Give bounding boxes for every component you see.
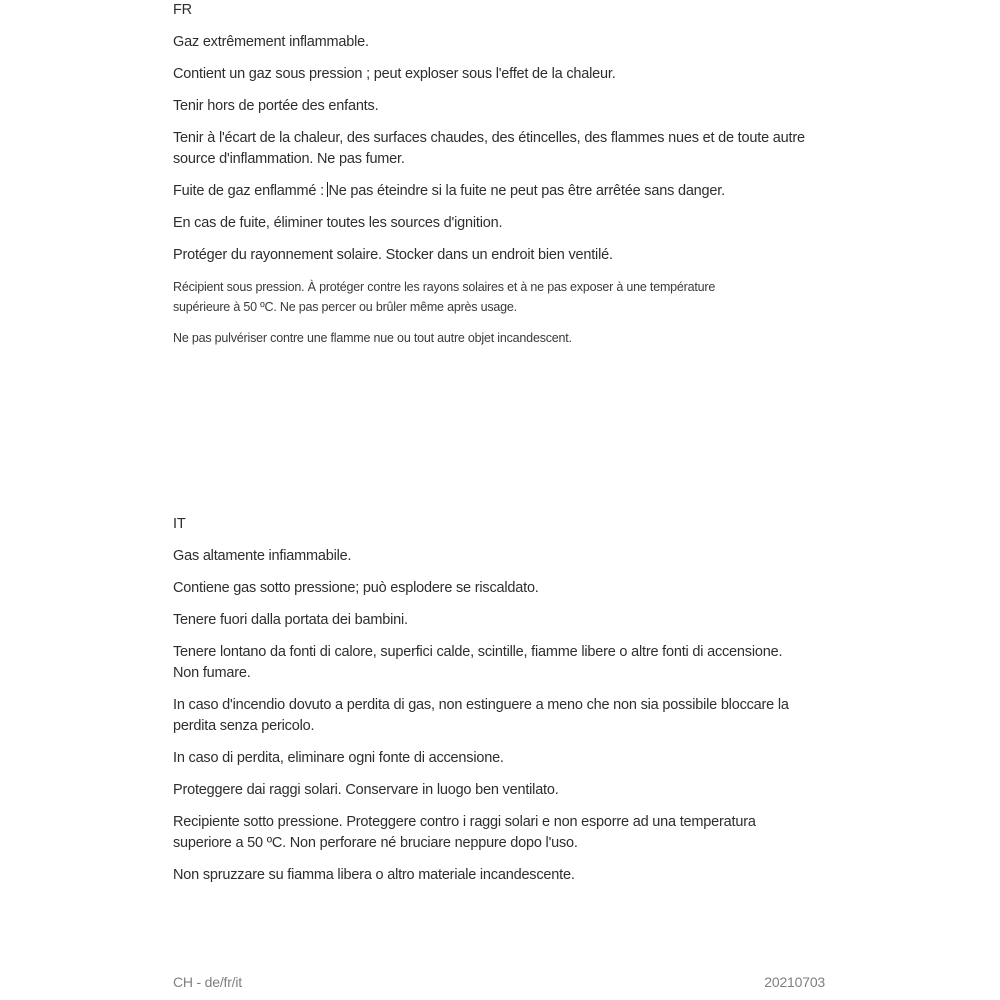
paragraph-line: Récipient sous pression. À protéger contre les rayons solaires et à ne pas exposer à une température: [173, 280, 716, 294]
text-after-cursor: Ne pas éteindre si la fuite ne peut pas être arrêtée sans danger.: [328, 183, 725, 199]
paragraph: [173, 578, 853, 599]
section-it: [173, 514, 853, 897]
paragraph: [173, 546, 853, 567]
paragraph-line: Gaz extrêmement inflammable.: [173, 34, 369, 50]
paragraph-line: Recipiente sotto pressione. Proteggere contro i raggi solari e non esporre ad una temperatura: [173, 814, 756, 830]
paragraph-line: Contiene gas sotto pressione; può esplodere se riscaldato.: [173, 580, 539, 596]
paragraph: [173, 695, 853, 737]
paragraph: [173, 32, 853, 53]
paragraph: [173, 181, 853, 202]
paragraph: [173, 213, 853, 234]
paragraph-line: In caso di perdita, eliminare ogni fonte di accensione.: [173, 750, 504, 766]
paragraph-line: supérieure à 50 ºC. Ne pas percer ou brûler même après usage.: [173, 300, 517, 314]
paragraph-line: En cas de fuite, éliminer toutes les sources d'ignition.: [173, 215, 503, 231]
footer-locale: CH - de/fr/it: [173, 974, 242, 990]
paragraph-line: perdita senza pericolo.: [173, 718, 315, 734]
paragraph-line: [173, 181, 853, 202]
paragraph-line: Tenir à l'écart de la chaleur, des surfaces chaudes, des étincelles, des flammes nues et de toute autre: [173, 130, 805, 146]
language-label-it: IT: [173, 516, 186, 532]
paragraph-line: Ne pas pulvériser contre une flamme nue ou tout autre objet incandescent.: [173, 331, 572, 345]
paragraph-line: Contient un gaz sous pression ; peut exploser sous l'effet de la chaleur.: [173, 66, 616, 82]
language-label-fr: FR: [173, 2, 192, 18]
paragraph: [173, 328, 853, 348]
paragraph: [173, 245, 853, 266]
paragraph-line: Non spruzzare su fiamma libera o altro materiale incandescente.: [173, 867, 575, 883]
paragraph: [173, 748, 853, 769]
paragraph: [173, 642, 853, 684]
paragraph: [173, 610, 853, 631]
page-footer: [173, 972, 825, 993]
paragraph: [173, 64, 853, 85]
paragraph: [173, 780, 853, 801]
paragraph: [173, 277, 853, 317]
paragraph-line: Proteggere dai raggi solari. Conservare in luogo ben ventilato.: [173, 782, 559, 798]
section-fr: [173, 0, 853, 359]
footer-date: 20210703: [764, 974, 825, 990]
paragraph-line: Tenere fuori dalla portata dei bambini.: [173, 612, 408, 628]
paragraph: [173, 128, 853, 170]
paragraph-line: Protéger du rayonnement solaire. Stocker dans un endroit bien ventilé.: [173, 247, 613, 263]
paragraph-line: In caso d'incendio dovuto a perdita di gas, non estinguere a meno che non sia possibile bloccare la: [173, 697, 789, 713]
paragraph-line: Gas altamente infiammabile.: [173, 548, 352, 564]
text-before-cursor: Fuite de gaz enflammé :: [173, 183, 324, 199]
paragraph: [173, 96, 853, 117]
paragraph-line: source d'inflammation. Ne pas fumer.: [173, 151, 405, 167]
paragraph-line: superiore a 50 ºC. Non perforare né bruciare neppure dopo l'uso.: [173, 835, 578, 851]
paragraph-line: Tenir hors de portée des enfants.: [173, 98, 379, 114]
paragraph: [173, 865, 853, 886]
paragraph-line: Tenere lontano da fonti di calore, superfici calde, scintille, fiamme libere o altre fonti di accensione.: [173, 644, 783, 660]
paragraph: [173, 812, 853, 854]
paragraph-line: Non fumare.: [173, 665, 251, 681]
